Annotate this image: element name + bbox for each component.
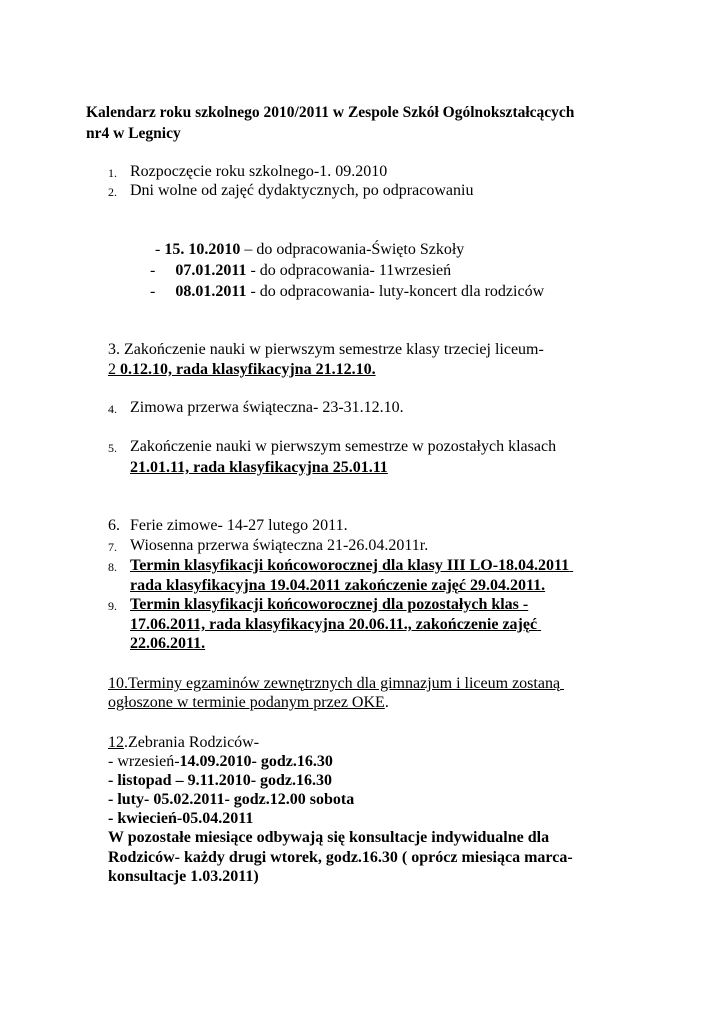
item-9-line2-text: 17.06.2011, rada klasyfikacyjna 20.06.11., zakończenie zajęć <box>130 616 538 633</box>
item-3-dates: 0.12.10, rada klasyfikacyjna 21.12.10. <box>120 361 376 378</box>
days-off-date: 08.01.2011 <box>175 283 247 300</box>
days-off-item <box>155 240 464 259</box>
item-10-line2-text: ogłoszone w terminie podanym przez OKE <box>108 694 385 711</box>
meeting-line <box>108 809 253 828</box>
item-3-prefix: 2 <box>108 361 120 378</box>
days-off-text: do odpracowania-Święto Szkoły <box>256 241 465 258</box>
item-9-line3 <box>130 634 205 653</box>
consultation-text: konsultacje 1.03.2011) <box>108 868 259 885</box>
consultation-note <box>108 828 549 847</box>
days-off-item <box>150 282 544 301</box>
item-5-line2 <box>130 458 388 477</box>
item-4-number: 4. <box>108 402 117 416</box>
consultation-note <box>108 867 259 886</box>
days-off-item <box>150 261 451 280</box>
consultation-note <box>108 848 573 867</box>
item-9-line2 <box>130 615 541 634</box>
item-12-heading-text: .Zebrania Rodziców- <box>124 734 260 751</box>
days-off-dash: - <box>155 241 161 258</box>
item-10-line1 <box>108 674 564 693</box>
document-title-line1: Kalendarz roku szkolnego 2010/2011 w Zespole Szkół Ogólnokształcących <box>86 104 575 121</box>
item-7-number: 7. <box>108 540 117 554</box>
days-off-date: 07.01.2011 <box>175 262 247 279</box>
days-off-date: 15. 10.2010 <box>164 241 241 258</box>
meeting-line <box>108 790 354 809</box>
days-off-dash: - <box>150 283 156 300</box>
item-5-number: 5. <box>108 441 117 455</box>
item-2-text: Dni wolne od zajęć dydaktycznych, po odpracowaniu <box>130 182 474 199</box>
item-9-line3-text: 22.06.2011. <box>130 635 206 652</box>
item-6-text: Ferie zimowe- 14-27 lutego 2011. <box>130 517 348 534</box>
item-12-heading <box>108 733 259 752</box>
item-5-line1: Zakończenie nauki w pierwszym semestrze w pozostałych klasach <box>130 438 557 455</box>
item-10-period: . <box>384 694 389 711</box>
item-9-line1-text: Termin klasyfikacji końcoworocznej dla pozostałych klas - <box>130 596 529 613</box>
consultation-text: Rodziców- każdy drugi wtorek, godz.16.30 ( oprócz miesiąca marca- <box>108 849 573 866</box>
meeting-line <box>108 771 332 790</box>
days-off-sep: – <box>240 241 257 258</box>
meeting-date: - listopad – 9.11.2010- godz.16.30 <box>108 772 333 789</box>
item-8-line1 <box>130 556 573 575</box>
item-2-number: 2. <box>108 185 117 199</box>
days-off-text: - do odpracowania- luty-koncert dla rodziców <box>250 283 545 300</box>
meeting-date: - kwiecień-05.04.2011 <box>108 810 254 827</box>
consultation-text: W pozostałe miesiące odbywają się konsultacje indywidualne dla <box>108 829 550 846</box>
item-9-number: 9. <box>108 599 117 613</box>
item-1-number: 1. <box>108 166 117 180</box>
item-12-number: 12 <box>108 734 124 751</box>
item-5-dates: 21.01.11, rada klasyfikacyjna 25.01.11 <box>130 459 388 476</box>
item-4-text: Zimowa przerwa świąteczna- 23-31.12.10. <box>130 399 404 416</box>
item-8-line1-text: Termin klasyfikacji końcoworocznej dla klasy III LO-18.04.2011 <box>130 557 570 574</box>
item-8-line2 <box>130 576 545 595</box>
item-10-line1-text: 10.Terminy egzaminów zewnętrznych dla gimnazjum i liceum zostaną <box>108 675 561 692</box>
item-9-line1 <box>130 595 528 614</box>
meeting-line <box>108 752 333 771</box>
meeting-month: - wrzesień- <box>108 753 180 770</box>
days-off-dash: - <box>150 262 156 279</box>
item-1-text: Rozpoczęcie roku szkolnego-1. 09.2010 <box>130 163 388 180</box>
document-title-line2: nr4 w Legnicy <box>86 125 181 142</box>
item-10-line2 <box>108 693 389 712</box>
item-3-line2 <box>108 360 376 379</box>
item-6-number: 6. <box>108 517 120 534</box>
meeting-date: - luty- 05.02.2011- godz.12.00 sobota <box>108 791 355 808</box>
item-7-text: Wiosenna przerwa świąteczna 21-26.04.2011r. <box>130 537 429 554</box>
days-off-text: - do odpracowania- 11wrzesień <box>250 262 452 279</box>
meeting-date: 14.09.2010- godz.16.30 <box>179 753 333 770</box>
item-8-line2-text: rada klasyfikacyjna 19.04.2011 zakończenie zajęć 29.04.2011. <box>130 577 546 594</box>
item-8-number: 8. <box>108 560 117 574</box>
item-3-line1: 3. Zakończenie nauki w pierwszym semestrze klasy trzeciej liceum- <box>108 341 544 358</box>
